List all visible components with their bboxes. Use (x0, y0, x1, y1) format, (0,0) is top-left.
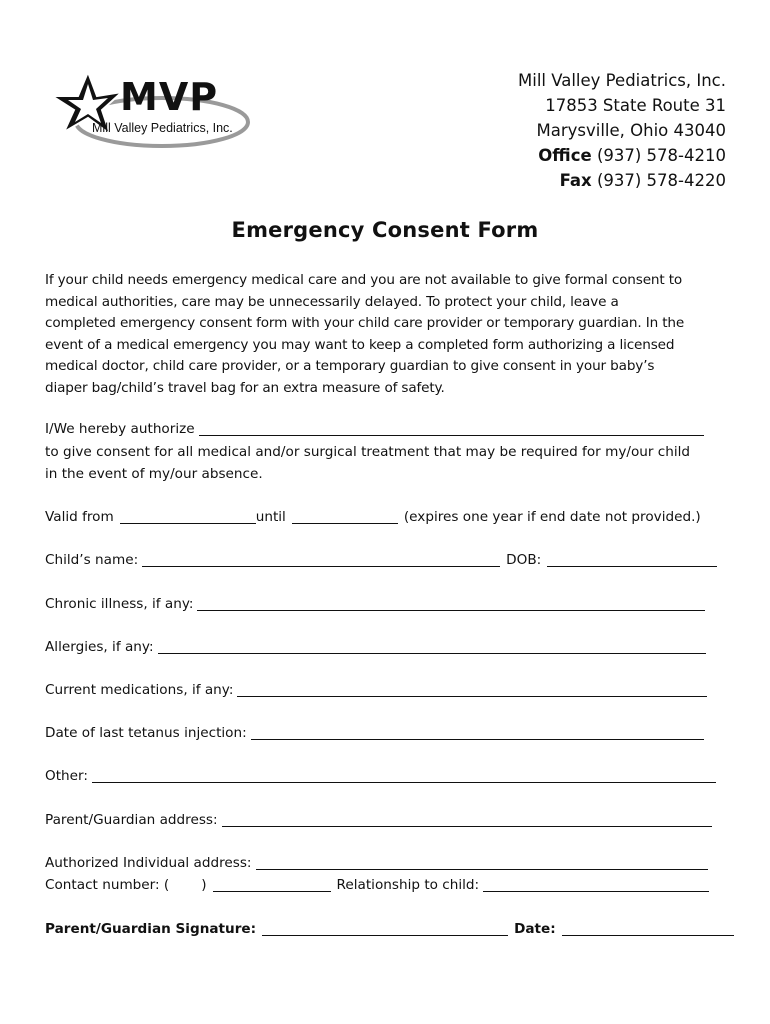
relationship-label: Relationship to child: (336, 877, 480, 893)
fax-number: (937) 578-4220 (596, 171, 726, 190)
logo-mark: MVP (120, 75, 219, 119)
expires-note: (expires one year if end date not provided.) (403, 509, 701, 525)
intro-line: completed emergency consent form with your child care provider or temporary guardian. In the (45, 315, 685, 332)
authorize-text-line1: to give consent for all medical and/or surgical treatment that may be required for my/our child (45, 444, 691, 460)
authorized-person-field[interactable] (199, 421, 704, 436)
allergies-label: Allergies, if any: (45, 639, 154, 655)
address-line1: Mill Valley Pediatrics, Inc. (518, 71, 726, 90)
office-phone (518, 143, 726, 168)
intro-paragraph (45, 270, 735, 400)
intro-line: diaper bag/child’s travel bag for an extra measure of safety. (45, 379, 445, 396)
address-line3: Marysville, Ohio 43040 (536, 121, 726, 140)
parent-address-field[interactable] (222, 812, 712, 827)
intro-line: If your child needs emergency medical care and you are not available to give formal consent to (45, 272, 683, 288)
date-label: Date: (514, 921, 556, 937)
fax-number-row (518, 168, 726, 193)
allergies-field[interactable] (158, 639, 706, 654)
other-row (45, 767, 716, 785)
intro-line: medical doctor, child care provider, or a temporary guardian to give consent in your baby’s (45, 358, 655, 375)
mvp-logo (50, 70, 250, 152)
chronic-illness-label: Chronic illness, if any: (45, 596, 194, 612)
contact-paren-close: ) (201, 877, 207, 893)
tetanus-date-field[interactable] (251, 725, 704, 740)
signature-label: Parent/Guardian Signature: (45, 921, 257, 937)
authorized-address-field[interactable] (256, 855, 708, 870)
child-name-row (45, 551, 717, 569)
intro-line: event of a medical emergency you may want to keep a completed form authorizing a licensed (45, 336, 675, 353)
authorize-statement (45, 442, 690, 485)
address-line2: 17853 State Route 31 (545, 96, 726, 115)
authorize-row (45, 420, 704, 438)
dob-field[interactable] (547, 552, 717, 567)
authorize-text-line2: in the event of my/our absence. (45, 465, 263, 482)
parent-address-row (45, 811, 712, 829)
medications-field[interactable] (237, 682, 707, 697)
contact-row (45, 876, 709, 894)
medications-row (45, 681, 707, 699)
fax-label: Fax (559, 171, 592, 190)
valid-until-field[interactable] (292, 509, 398, 524)
authorize-label: I/We hereby authorize (45, 421, 195, 437)
intro-line: medical authorities, care may be unnecessarily delayed. To protect your child, leave a (45, 293, 619, 310)
authorized-address-label: Authorized Individual address: (45, 855, 252, 871)
parent-address-label: Parent/Guardian address: (45, 812, 218, 828)
until-label: until (255, 509, 286, 525)
relationship-field[interactable] (483, 877, 709, 892)
tetanus-row (45, 724, 704, 742)
childs-name-label: Child’s name: (45, 552, 139, 568)
chronic-illness-field[interactable] (197, 596, 705, 611)
form-title: Emergency Consent Form (231, 218, 539, 242)
contact-label: Contact number: ( (45, 877, 170, 893)
validity-row (45, 508, 701, 526)
signature-date-field[interactable] (562, 921, 734, 936)
signature-row (45, 920, 734, 938)
contact-number-field[interactable] (213, 877, 331, 892)
logo-name: Mill Valley Pediatrics, Inc. (92, 121, 233, 135)
allergies-row (45, 638, 706, 656)
valid-from-label: Valid from (45, 509, 114, 525)
valid-from-field[interactable] (120, 509, 256, 524)
office-number: (937) 578-4210 (596, 146, 726, 165)
authorized-address-row (45, 854, 708, 872)
medications-label: Current medications, if any: (45, 682, 234, 698)
tetanus-label: Date of last tetanus injection: (45, 725, 247, 741)
childs-name-field[interactable] (142, 552, 500, 567)
dob-label: DOB: (506, 552, 542, 568)
other-field[interactable] (92, 768, 716, 783)
chronic-illness-row (45, 595, 705, 613)
other-label: Other: (45, 768, 88, 784)
practice-address (518, 68, 726, 193)
office-label: Office (538, 146, 592, 165)
signature-field[interactable] (262, 921, 508, 936)
